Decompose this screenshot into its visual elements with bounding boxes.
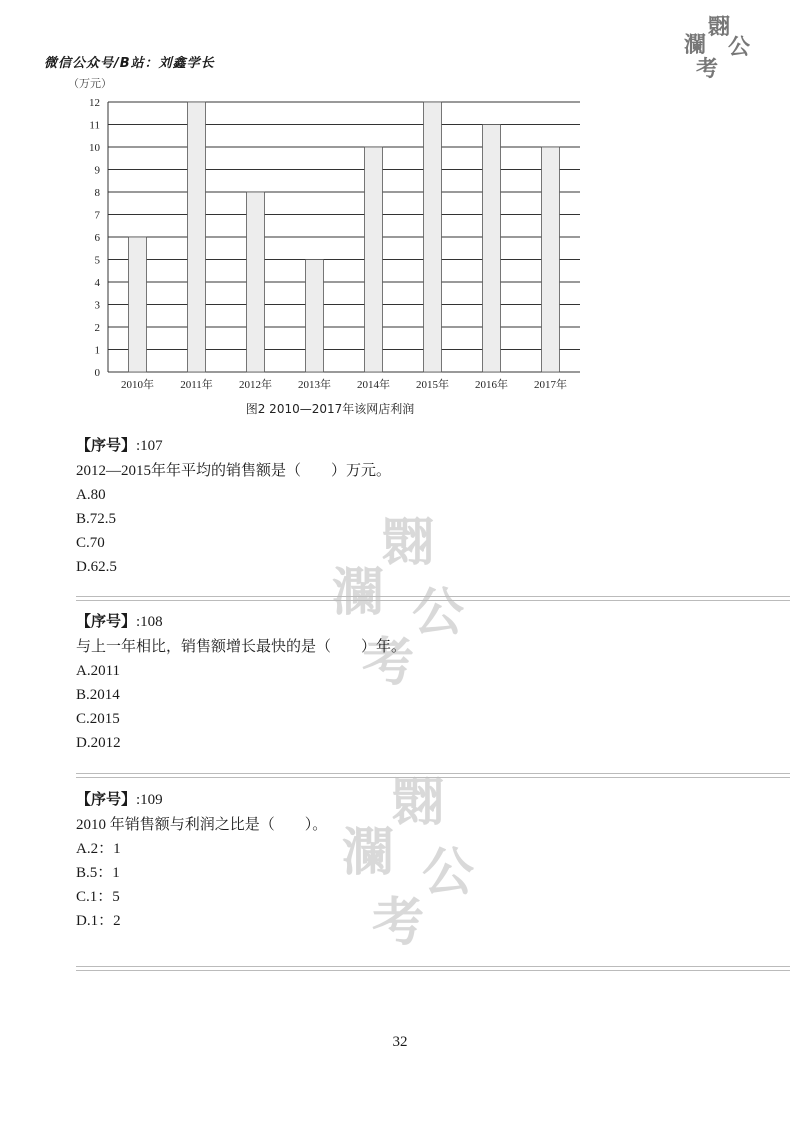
option-c: C.70 <box>76 535 105 551</box>
chart-x-ticks <box>121 377 567 391</box>
y-tick-label: 3 <box>94 299 100 312</box>
bar <box>188 102 206 372</box>
option-a: A.2：1 <box>76 841 121 857</box>
question-stem: 2010 年销售额与利润之比是（ ）。 <box>76 817 328 833</box>
x-tick-label: 2016年 <box>475 379 508 391</box>
y-tick-label: 0 <box>94 367 100 379</box>
question-108 <box>76 614 788 751</box>
question-107 <box>76 438 788 575</box>
divider <box>76 773 790 778</box>
page-number: 32 <box>392 1034 408 1050</box>
question-stem: 与上一年相比，销售额增长最快的是（ ）年。 <box>76 639 407 655</box>
question-number: :107 <box>136 438 163 454</box>
watermark: 翾 瀾 公 考 <box>332 512 465 693</box>
option-d: D.2012 <box>76 735 121 751</box>
question-header <box>76 614 788 630</box>
chart-grid <box>108 102 580 372</box>
option-a: A.2011 <box>76 663 121 679</box>
question-header <box>76 438 788 454</box>
x-tick-label: 2015年 <box>416 379 449 391</box>
bar <box>424 102 442 372</box>
x-tick-label: 2013年 <box>298 379 331 391</box>
y-tick-label: 1 <box>94 344 100 357</box>
question-number: :108 <box>136 614 163 630</box>
y-tick-label: 11 <box>89 119 100 132</box>
y-tick-label: 7 <box>94 209 100 222</box>
question-stem: 2012—2015年年平均的销售额是（ ）万元。 <box>76 463 392 479</box>
bar <box>247 192 265 372</box>
chart-unit-label: （万元） <box>68 77 112 90</box>
y-tick-label: 4 <box>94 277 100 289</box>
question-label: 【序号】 <box>76 612 137 630</box>
x-tick-label: 2014年 <box>357 379 390 391</box>
option-d: D.62.5 <box>76 559 117 575</box>
option-b: B.72.5 <box>76 511 117 527</box>
header-text: 微信公众号/B站：刘鑫学长 <box>44 56 215 71</box>
bar-chart <box>60 74 600 424</box>
y-tick-label: 8 <box>94 187 100 199</box>
option-b: B.2014 <box>76 687 120 703</box>
question-label: 【序号】 <box>76 790 137 808</box>
x-tick-label: 2012年 <box>239 379 272 391</box>
y-tick-label: 9 <box>94 164 100 177</box>
chart-y-ticks <box>89 97 101 379</box>
divider <box>76 966 790 971</box>
option-d: D.1：2 <box>76 913 121 929</box>
question-109 <box>76 792 788 929</box>
option-c: C.2015 <box>76 711 120 727</box>
x-tick-label: 2017年 <box>534 379 567 391</box>
logo-char: 考 <box>696 56 719 82</box>
bar <box>483 125 501 373</box>
divider <box>76 596 790 601</box>
bar <box>306 260 324 373</box>
question-number: :109 <box>136 792 163 808</box>
y-tick-label: 12 <box>89 97 100 109</box>
watermark: 翾 瀾 公 考 <box>342 772 475 953</box>
question-header <box>76 792 788 808</box>
y-tick-label: 5 <box>94 254 100 267</box>
bar <box>365 147 383 372</box>
option-c: C.1：5 <box>76 889 120 905</box>
x-tick-label: 2010年 <box>121 379 154 391</box>
bar <box>129 237 147 372</box>
y-tick-label: 6 <box>94 232 100 244</box>
option-b: B.5：1 <box>76 865 120 881</box>
chart-title: 图2 2010—2017年该网店利润 <box>245 402 415 416</box>
y-tick-label: 10 <box>89 142 100 154</box>
y-tick-label: 2 <box>94 322 100 334</box>
logo <box>684 10 754 80</box>
logo-char: 翾 <box>708 14 731 40</box>
logo-char: 瀾 <box>684 32 707 58</box>
x-tick-label: 2011年 <box>180 379 213 391</box>
logo-char: 公 <box>728 34 751 60</box>
option-a: A.80 <box>76 487 106 503</box>
bar <box>542 147 560 372</box>
question-label: 【序号】 <box>76 436 137 454</box>
